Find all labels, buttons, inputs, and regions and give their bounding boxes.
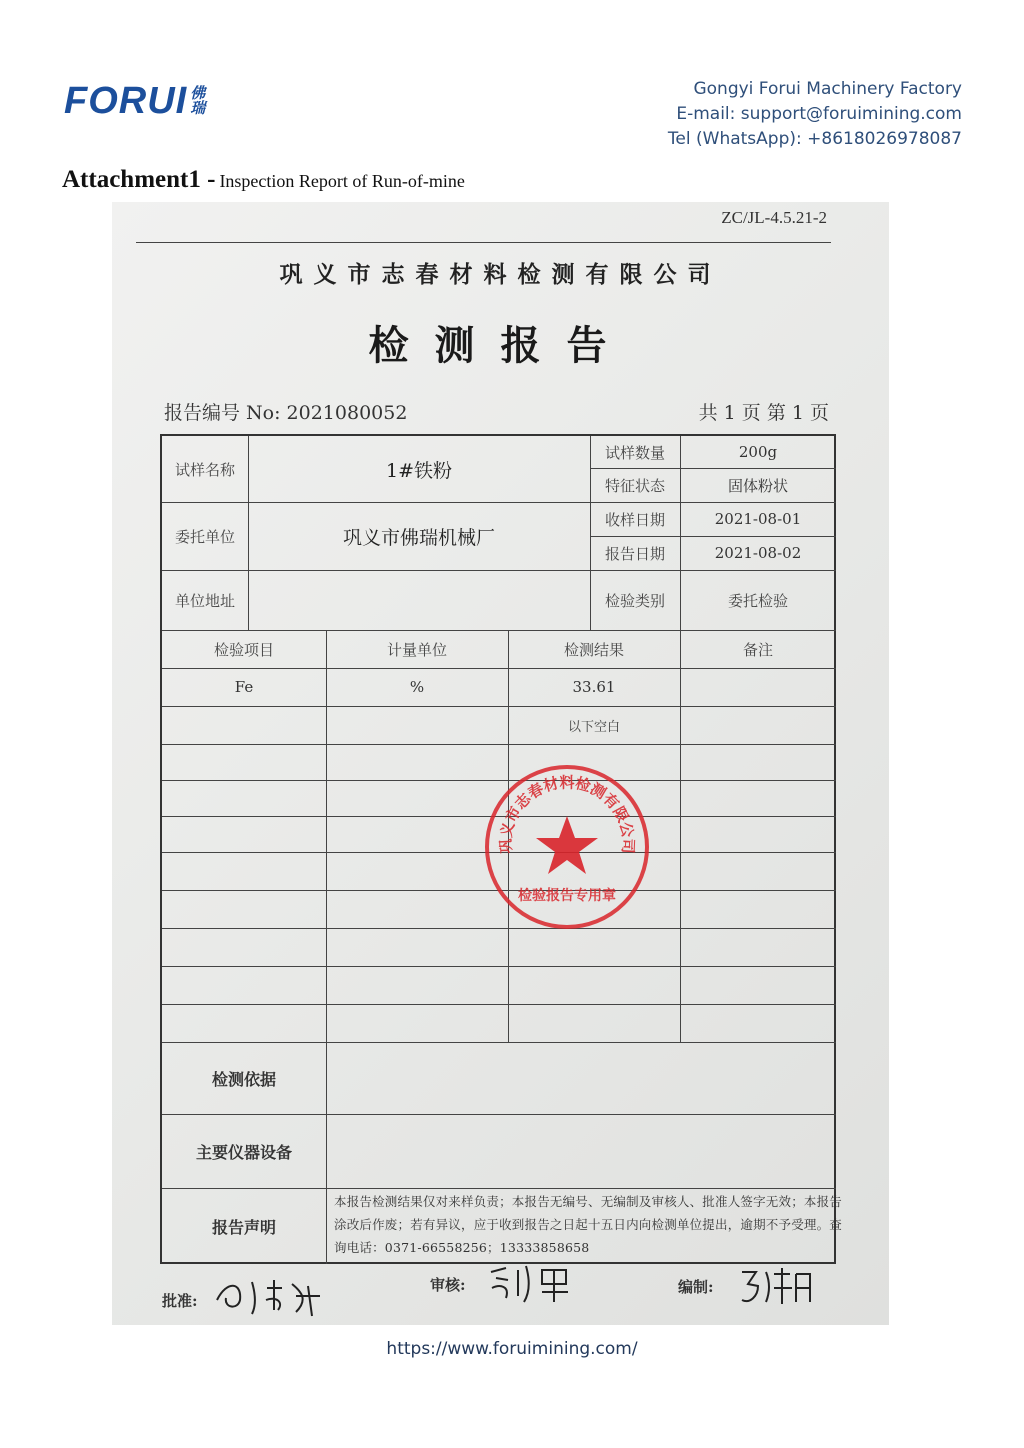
row-note	[680, 668, 836, 706]
company-contact-block	[668, 77, 962, 152]
approve-label: 批准:	[162, 1292, 198, 1310]
attachment-heading	[62, 166, 465, 194]
statement-label: 报告声明	[211, 1217, 276, 1237]
client-label: 委托单位	[174, 527, 235, 546]
test-type-value: 委托检验	[727, 591, 788, 610]
test-type-label: 检验类别	[604, 591, 665, 610]
inspection-report-photo	[112, 202, 889, 1325]
attachment-subtitle: Inspection Report of Run-of-mine	[219, 171, 465, 191]
received-date-value: 2021-08-01	[714, 510, 802, 528]
basis-label: 检测依据	[211, 1069, 276, 1089]
reviewer-signature	[486, 1262, 576, 1306]
statement-text: 本报告检测结果仅对来样负责；本报告无编号、无编制及审核人、批准人签字无效；本报告涂改后作废；若有异议，应于收到报告之日起十五日内向检测单位提出，逾期不予受理。查询电话：0371-66558256；13333858658	[334, 1194, 843, 1255]
column-header-unit: 计量单位	[386, 640, 447, 659]
document-code: ZC/JL-4.5.21-2	[721, 208, 827, 227]
official-seal-stamp	[482, 762, 652, 932]
logo-text: FORUI	[64, 80, 188, 122]
blank-marker: 以下空白	[567, 719, 620, 735]
sample-qty-label: 试样数量	[604, 443, 665, 462]
column-header-result: 检测结果	[563, 640, 624, 659]
compiler-signature	[736, 1264, 816, 1308]
page-count: 共 1 页 第 1 页	[698, 402, 829, 424]
column-header-note: 备注	[742, 640, 773, 659]
client-value: 巩义市佛瑞机械厂	[342, 526, 495, 549]
forui-logo	[64, 80, 208, 122]
seal-subtext: 检验报告专用章	[518, 888, 616, 904]
state-value: 固体粉状	[727, 476, 788, 495]
equipment-label: 主要仪器设备	[195, 1142, 292, 1162]
row-item: Fe	[234, 678, 254, 696]
sample-name-label: 试样名称	[174, 460, 235, 479]
seal-text: 巩义市志春材料检测有限公司	[496, 773, 638, 854]
footer-url-link[interactable]: https://www.foruimining.com/	[386, 1339, 638, 1359]
rule	[162, 744, 836, 745]
address-label: 单位地址	[174, 591, 235, 610]
logo-chinese-text: 佛瑞	[190, 84, 206, 117]
sample-name-value: 1#铁粉	[385, 459, 452, 482]
lab-name: 巩义市志春材料检测有限公司	[279, 261, 722, 288]
sample-qty-value: 200g	[738, 443, 778, 461]
report-date-label: 报告日期	[604, 544, 665, 563]
received-date-label: 收样日期	[604, 510, 665, 529]
column-header-item: 检验项目	[213, 640, 274, 659]
rule	[162, 706, 836, 707]
approver-signature	[212, 1270, 332, 1320]
report-title: 检测报告	[368, 322, 633, 369]
top-rule	[136, 242, 831, 243]
rule	[162, 966, 836, 967]
report-date-value: 2021-08-02	[714, 544, 802, 562]
rule	[162, 1004, 836, 1005]
row-result: 33.61	[572, 678, 616, 696]
rule	[326, 1042, 327, 1264]
compile-label: 编制:	[678, 1278, 714, 1296]
address-value	[248, 570, 590, 630]
state-label: 特征状态	[604, 476, 665, 495]
row-unit: %	[409, 678, 425, 696]
company-name: Gongyi Forui Machinery Factory	[693, 79, 962, 99]
report-number: 报告编号 No: 2021080052	[164, 402, 408, 424]
company-tel: Tel (WhatsApp): +8618026978087	[667, 129, 962, 149]
company-email[interactable]: E-mail: support@foruimining.com	[676, 104, 962, 124]
review-label: 审核:	[430, 1276, 466, 1294]
attachment-label: Attachment1 -	[62, 166, 216, 193]
